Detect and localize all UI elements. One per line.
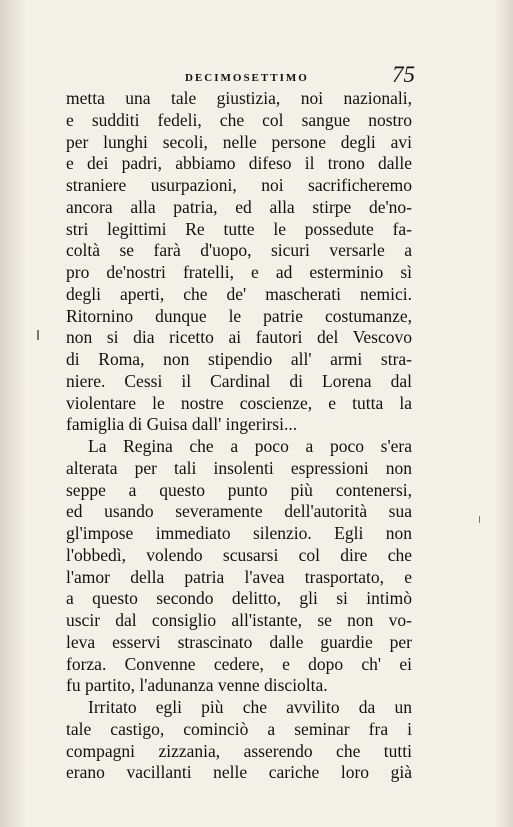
text-line: famiglia di Guisa dall' ingerirsi... <box>66 414 298 435</box>
text-line: seppe a questo punto più contenersi, <box>66 479 412 500</box>
page-gutter-shadow <box>0 0 26 827</box>
text-line: coltà se farà d'uopo, sicuri versarle a <box>66 240 412 261</box>
text-line: uscir dal consiglio all'istante, se non vo- <box>66 610 412 630</box>
text-line: a questo secondo delitto, gli si intimò <box>66 588 412 609</box>
text-line: per lunghi secoli, nelle persone degli avi <box>66 131 412 152</box>
text-line: di Roma, non stipendio all' armi stra- <box>66 349 412 369</box>
text-line: Irritato egli più che avvilito da un <box>88 697 412 717</box>
text-line: forza. Convenne cedere, e dopo ch' ei <box>66 653 412 674</box>
paper-speck <box>479 516 480 523</box>
text-line: violentare le nostre coscienze, e tutta la <box>66 392 412 413</box>
text-line: l'obbedì, volendo scusarsi col dire che <box>66 544 412 565</box>
text-line: metta una tale giustizia, noi nazionali, <box>66 88 412 108</box>
text-line: erano vacillanti nelle cariche loro già <box>66 762 412 783</box>
text-line: Ritornino dunque le patrie costumanze, <box>66 305 412 326</box>
text-line: niere. Cessi il Cardinal di Lorena dal <box>66 370 412 391</box>
text-line: straniere usurpazioni, noi sacrificheremo <box>66 175 412 195</box>
running-head: DECIMOSETTIMO <box>185 72 309 84</box>
text-line: La Regina che a poco a poco s'era <box>88 436 412 456</box>
page-number: 75 <box>392 62 415 87</box>
paper-speck <box>37 330 39 340</box>
text-line: ed usando severamente dell'autorità sua <box>66 501 412 522</box>
text-line: l'amor della patria l'avea trasportato, e <box>66 566 412 587</box>
text-line: ancora alla patria, ed alla stirpe de'no- <box>66 196 412 217</box>
text-line: degli aperti, che de' mascherati nemici. <box>66 283 412 304</box>
text-line: stri legittimi Re tutte le possedute fa- <box>66 218 412 239</box>
page-edge-shadow <box>495 0 513 827</box>
text-line: alterata per tali insolenti espressioni non <box>66 457 412 478</box>
text-line: leva esservi strascinato dalle guardie per <box>66 631 412 652</box>
text-line: e dei padri, abbiamo difeso il trono dalle <box>66 153 412 174</box>
text-line: non si dia ricetto ai fautori del Vescovo <box>66 327 412 348</box>
text-line: e sudditi fedeli, che col sangue nostro <box>66 109 412 130</box>
text-line: compagni zizzania, asserendo che tutti <box>66 740 412 761</box>
text-line: gl'impose immediato silenzio. Egli non <box>66 523 412 543</box>
text-line: fu partito, l'adunanza venne disciolta. <box>66 675 328 696</box>
body-text <box>66 88 412 784</box>
text-line: pro de'nostri fratelli, e ad esterminio sì <box>66 262 412 282</box>
text-line: tale castigo, cominciò a seminar fra i <box>66 718 412 739</box>
